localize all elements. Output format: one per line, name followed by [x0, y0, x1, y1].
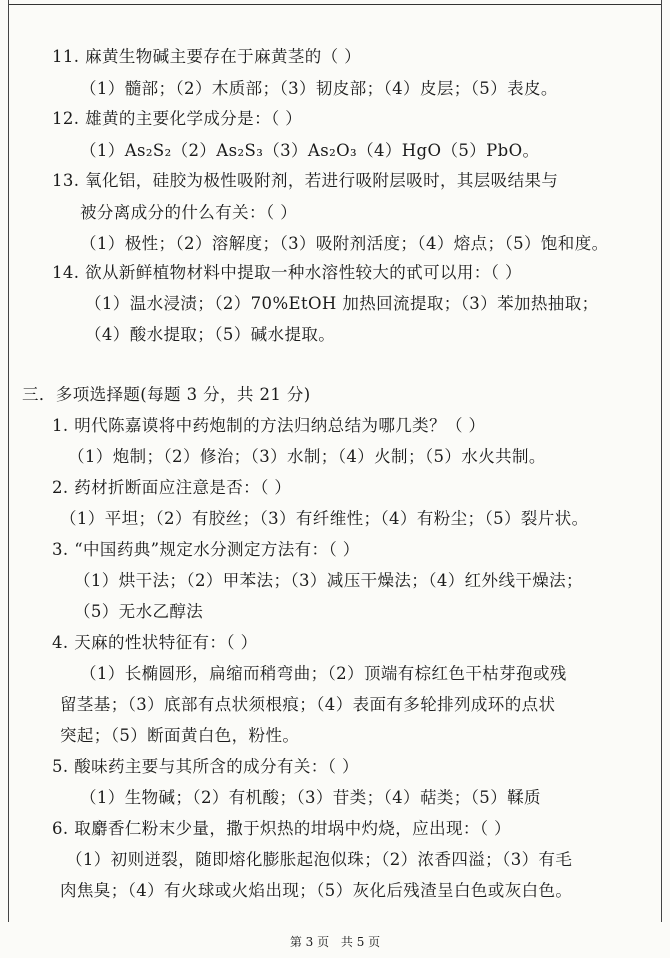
question-13-stem-line1: 13. 氧化铝，硅胶为极性吸附剂，若进行吸附层吸时，其层吸结果与 [52, 171, 559, 190]
mc-question-2-options: （1）平坦；（2）有胶丝；（3）有纤维性；（4）有粉尘；（5）裂片状。 [60, 509, 589, 528]
mc-question-4-options-line1: （1）长椭圆形，扁缩而稍弯曲；（2）顶端有棕红色干枯芽孢或残 [80, 664, 567, 683]
mc-question-3-stem: 3. “中国药典”规定水分测定方法有：（ ） [52, 540, 360, 559]
frame-left-border [8, 0, 9, 922]
frame-right-border [661, 0, 662, 922]
page-number-total: 共 5 页 [340, 935, 381, 949]
section-3-title: 三．多项选择题(每题 3 分，共 21 分) [22, 385, 311, 404]
mc-question-2-stem: 2. 药材折断面应注意是否：（ ） [52, 478, 292, 497]
page-footer [0, 933, 670, 950]
question-14-options-line1: （1）温水浸渍；（2）70%EtOH 加热回流提取；（3）苯加热抽取； [85, 294, 599, 313]
mc-question-6-options-line1: （1）初则迸裂，随即熔化膨胀起泡似珠；（2）浓香四溢；（3）有毛 [66, 850, 573, 869]
question-14-options-line2: （4）酸水提取；（5）碱水提取。 [85, 325, 336, 344]
question-11-stem: 11. 麻黄生物碱主要存在于麻黄茎的（ ） [52, 47, 362, 66]
mc-question-6-options-line2: 肉焦臭；（4）有火球或火焰出现；（5）灰化后残渣呈白色或灰白色。 [60, 881, 573, 900]
question-12-stem: 12. 雄黄的主要化学成分是：（ ） [52, 109, 303, 128]
page-number-current: 第 3 页 [289, 935, 330, 949]
mc-question-3-options-line2: （5）无水乙醇法 [74, 602, 204, 621]
mc-question-4-stem: 4. 天麻的性状特征有：（ ） [52, 633, 258, 652]
question-13-options: （1）极性；（2）溶解度；（3）吸附剂活度；（4）熔点；（5）饱和度。 [80, 234, 609, 253]
question-12-options: （1）As₂S₂（2）As₂S₃（3）As₂O₃（4）HgO（5）PbO。 [80, 141, 540, 160]
question-13-stem-line2: 被分离成分的什么有关：（ ） [80, 203, 298, 222]
mc-question-1-stem: 1. 明代陈嘉谟将中药炮制的方法归纳总结为哪几类？（ ） [52, 416, 486, 435]
mc-question-5-stem: 5. 酸味药主要与其所含的成分有关：（ ） [52, 757, 359, 776]
frame-top-border [8, 0, 662, 5]
mc-question-3-options-line1: （1）烘干法；（2）甲苯法；（3）减压干燥法；（4）红外线干燥法； [74, 571, 583, 590]
mc-question-4-options-line2: 留茎基；（3）底部有点状须根痕；（4）表面有多轮排列成环的点状 [60, 695, 556, 714]
mc-question-4-options-line3: 突起；（5）断面黄白色，粉性。 [60, 726, 300, 745]
mc-question-5-options: （1）生物碱；（2）有机酸；（3）苷类；（4）萜类；（5）鞣质 [80, 788, 541, 807]
question-14-stem: 14. 欲从新鲜植物材料中提取一种水溶性较大的甙可以用：（ ） [52, 263, 522, 282]
mc-question-1-options: （1）炮制；（2）修治；（3）水制；（4）火制；（5）水火共制。 [68, 447, 546, 466]
mc-question-6-stem: 6. 取麝香仁粉末少量，撒于炽热的坩埚中灼烧，应出现：（ ） [52, 819, 511, 838]
question-11-options: （1）髓部；（2）木质部；（3）韧皮部；（4）皮层；（5）表皮。 [80, 79, 558, 98]
